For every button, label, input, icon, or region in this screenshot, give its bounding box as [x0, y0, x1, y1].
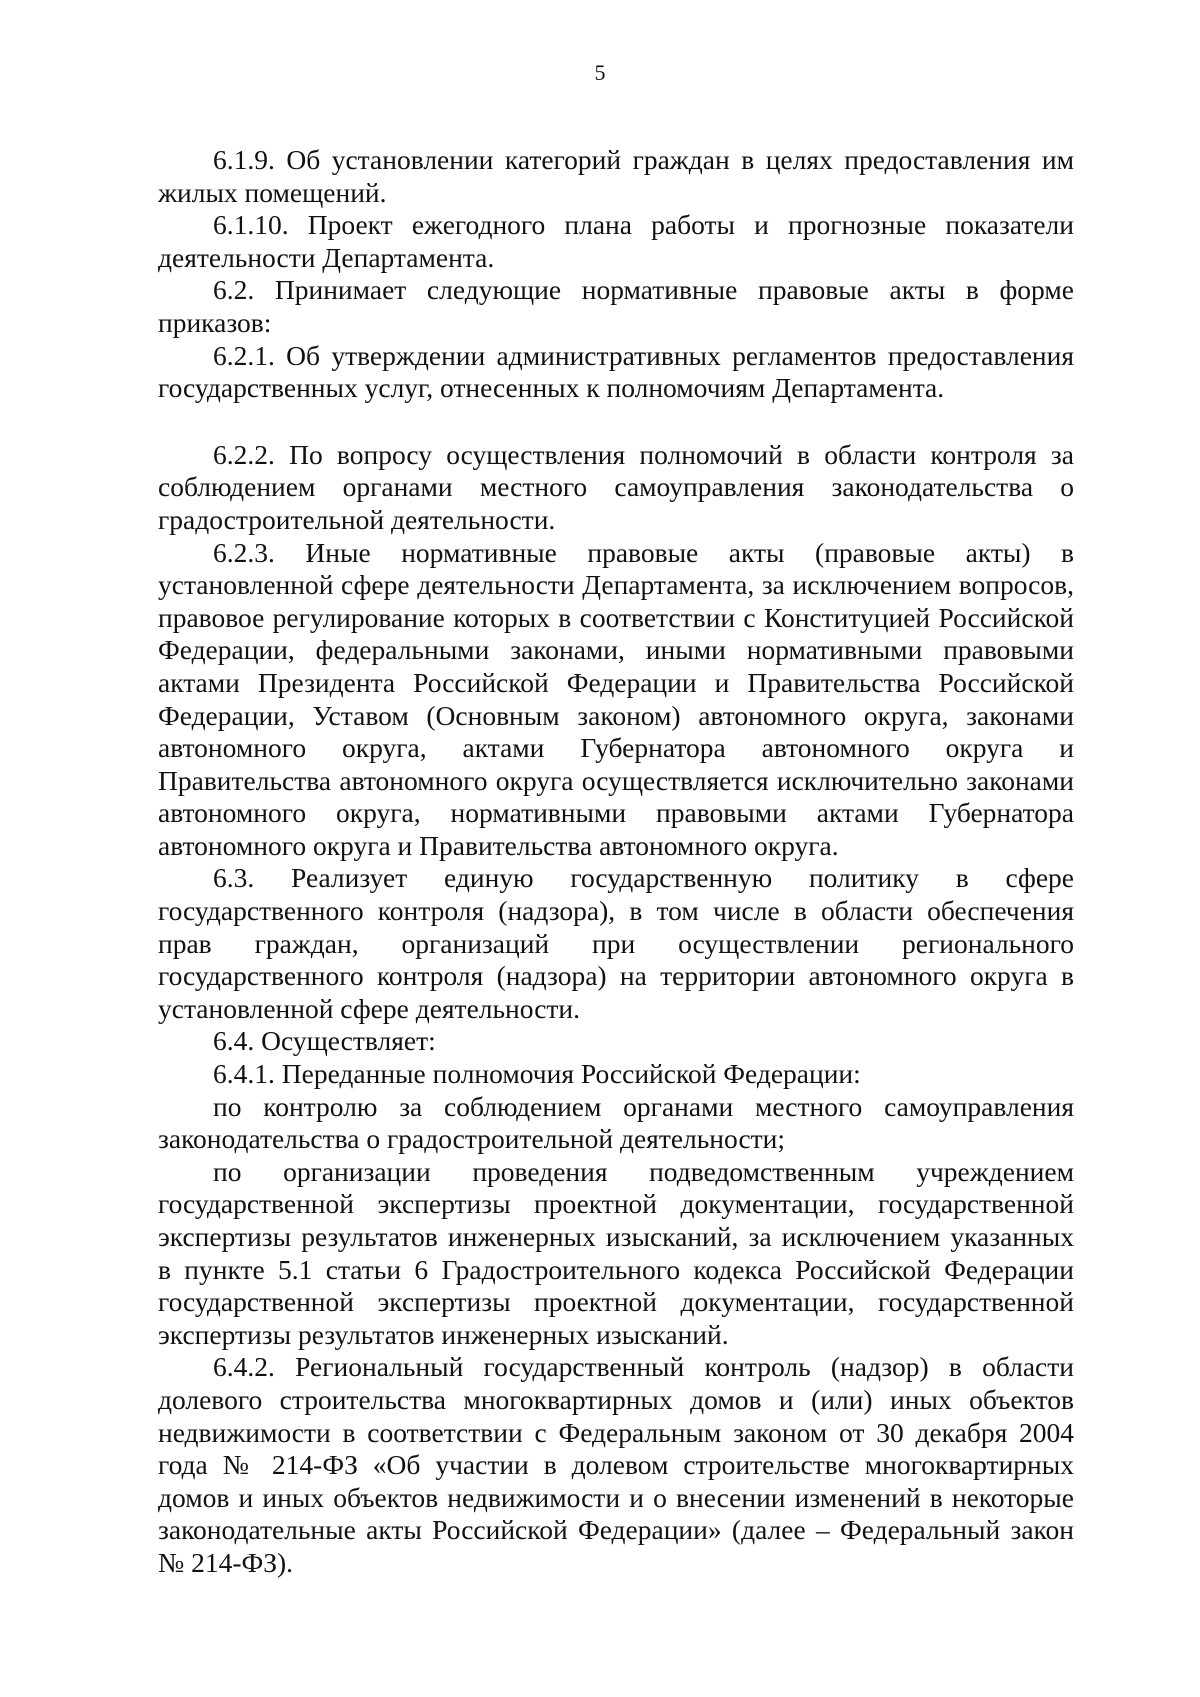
paragraph-6-1-9: 6.1.9. Об установлении категорий граждан в целях предоставления им жилых помещений.	[158, 144, 1074, 208]
page-number: 5	[594, 60, 606, 85]
paragraph-6-2-3: 6.2.3. Иные нормативные правовые акты (правовые акты) в установленной сфере деятельности Департамента, за исключением вопросов, правовое регулирование которых в соответствии с Конституцией Российской Федерации, федеральными законами, иными нормативными правовыми актами Президента Российской Федерации и Правительства Российской Федерации, Уставом (Основным законом) автономного округа, законами автономного округа, актами Губернатора автономного округа и Правительства автономного округа осуществляется исключительно законами автономного округа, нормативными правовыми актами Губернатора автономного округа и Правительства автономного округа.	[158, 536, 1074, 861]
paragraph-6-2: 6.2. Принимает следующие нормативные правовые акты в форме приказов:	[158, 274, 1074, 338]
document-body	[158, 144, 1074, 1580]
paragraph-6-2-1: 6.2.1. Об утверждении административных регламентов предоставления государственных услуг, отнесенных к полномочиям Департамента.	[158, 339, 1074, 404]
paragraph-6-4-1-expertise: по организации проведения подведомственным учреждением государственной экспертизы проектной документации, государственной экспертизы результатов инженерных изысканий, за исключением указанных в пункте 5.1 статьи 6 Градостроительного кодекса Российской Федерации государственной экспертизы проектной документации, государственной экспертизы результатов инженерных изысканий.	[158, 1155, 1074, 1350]
paragraph-6-4-1: 6.4.1. Переданные полномочия Российской Федерации:	[213, 1058, 861, 1090]
paragraph-6-4-2: 6.4.2. Региональный государственный контроль (надзор) в области долевого строительства многоквартирных домов и (или) иных объектов недвижимости в соответствии с Федеральным законом от 30 декабря 2004 года № 214-ФЗ «Об участии в долевом строительстве многоквартирных домов и иных объектов недвижимости и о внесении изменений в некоторые законодательные акты Российской Федерации» (далее – Федеральный закон № 214-ФЗ).	[158, 1351, 1074, 1578]
paragraph-6-1-10: 6.1.10. Проект ежегодного плана работы и прогнозные показатели деятельности Департамента.	[158, 209, 1074, 273]
paragraph-6-2-2: 6.2.2. По вопросу осуществления полномочий в области контроля за соблюдением органами местного самоуправления законодательства о градостроительной деятельности.	[158, 438, 1074, 535]
paragraph-6-4: 6.4. Осуществляет:	[213, 1025, 436, 1057]
paragraph-6-4-1-control: по контролю за соблюдением органами местного самоуправления законодательства о градостроительной деятельности;	[158, 1090, 1074, 1155]
paragraph-6-3: 6.3. Реализует единую государственную политику в сфере государственного контроля (надзора), в том числе в области обеспечения прав граждан, организаций при осуществлении регионального государственного контроля (надзора) на территории автономного округа в установленной сфере деятельности.	[158, 862, 1074, 1024]
